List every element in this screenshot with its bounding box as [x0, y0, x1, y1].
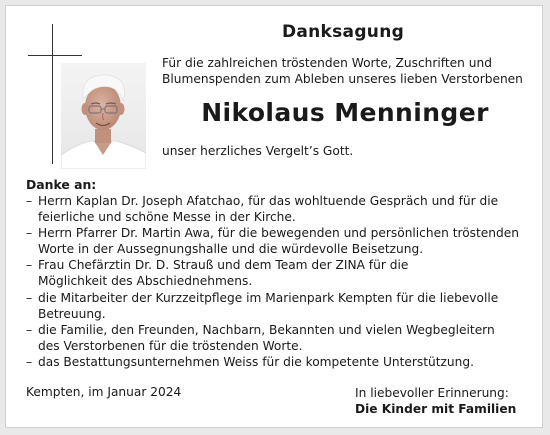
list-dash: –: [26, 194, 33, 208]
closing-text: In liebevoller Erinnerung:: [355, 386, 509, 400]
list-item-line: des Verstorbenen für die tröstenden Worte.: [38, 338, 303, 353]
portrait-photo: [61, 63, 146, 169]
list-item: [26, 225, 531, 257]
list-item-line: Herrn Pfarrer Dr. Martin Awa, für die bewegenden und persönlichen tröstenden: [38, 226, 519, 241]
list-dash: –: [26, 258, 33, 273]
thanks-list: [26, 193, 531, 370]
cross-icon-bar: [28, 55, 82, 56]
list-item-line: Frau Chefärztin Dr. D. Strauß und dem Team der ZINA für die: [38, 258, 409, 273]
list-item-line: das Bestattungsunternehmen Weiss für die kompetente Unterstützung.: [38, 354, 474, 369]
signers: Die Kinder mit Familien: [355, 402, 517, 416]
gratitude-text: unser herzliches Vergelt’s Gott.: [162, 144, 354, 158]
list-dash: –: [26, 226, 33, 241]
list-item-line: die Mitarbeiter der Kurzzeitpflege im Marienpark Kempten für die liebevolle: [38, 290, 499, 305]
list-dash: –: [26, 354, 33, 369]
list-item: [26, 354, 531, 370]
list-item: [26, 322, 531, 354]
cross-icon: [52, 24, 53, 164]
intro-text: [162, 55, 532, 87]
place-date: Kempten, im Januar 2024: [26, 385, 182, 399]
intro-line: Blumenspenden zum Ableben unseres lieben Verstorbenen: [162, 72, 523, 86]
list-item: [26, 290, 531, 322]
list-item-line: Worte in der Aussegnungshalle und die würdevolle Beisetzung.: [38, 242, 424, 257]
closing-block: [355, 385, 516, 417]
list-item-line: Herrn Kaplan Dr. Joseph Afatchao, für das wohltuende Gespräch und für die: [38, 194, 499, 208]
list-item-line: Möglichkeit des Abschiednehmens.: [38, 274, 253, 289]
intro-line: Für die zahlreichen tröstenden Worte, Zuschriften und: [162, 56, 492, 70]
deceased-name: Nikolaus Menninger: [201, 98, 489, 127]
list-item-line: feierliche und schöne Messe in der Kirche.: [38, 210, 296, 225]
list-dash: –: [26, 290, 33, 305]
page-title: Danksagung: [281, 22, 405, 42]
list-item-line: Betreuung.: [38, 306, 106, 321]
list-dash: –: [26, 322, 33, 337]
thanks-heading: Danke an:: [26, 177, 97, 192]
list-item: [26, 257, 531, 289]
obituary-card: [5, 5, 543, 428]
list-item-line: die Familie, den Freunden, Nachbarn, Bekannten und vielen Wegbegleitern: [38, 322, 495, 337]
list-item: [26, 193, 531, 225]
